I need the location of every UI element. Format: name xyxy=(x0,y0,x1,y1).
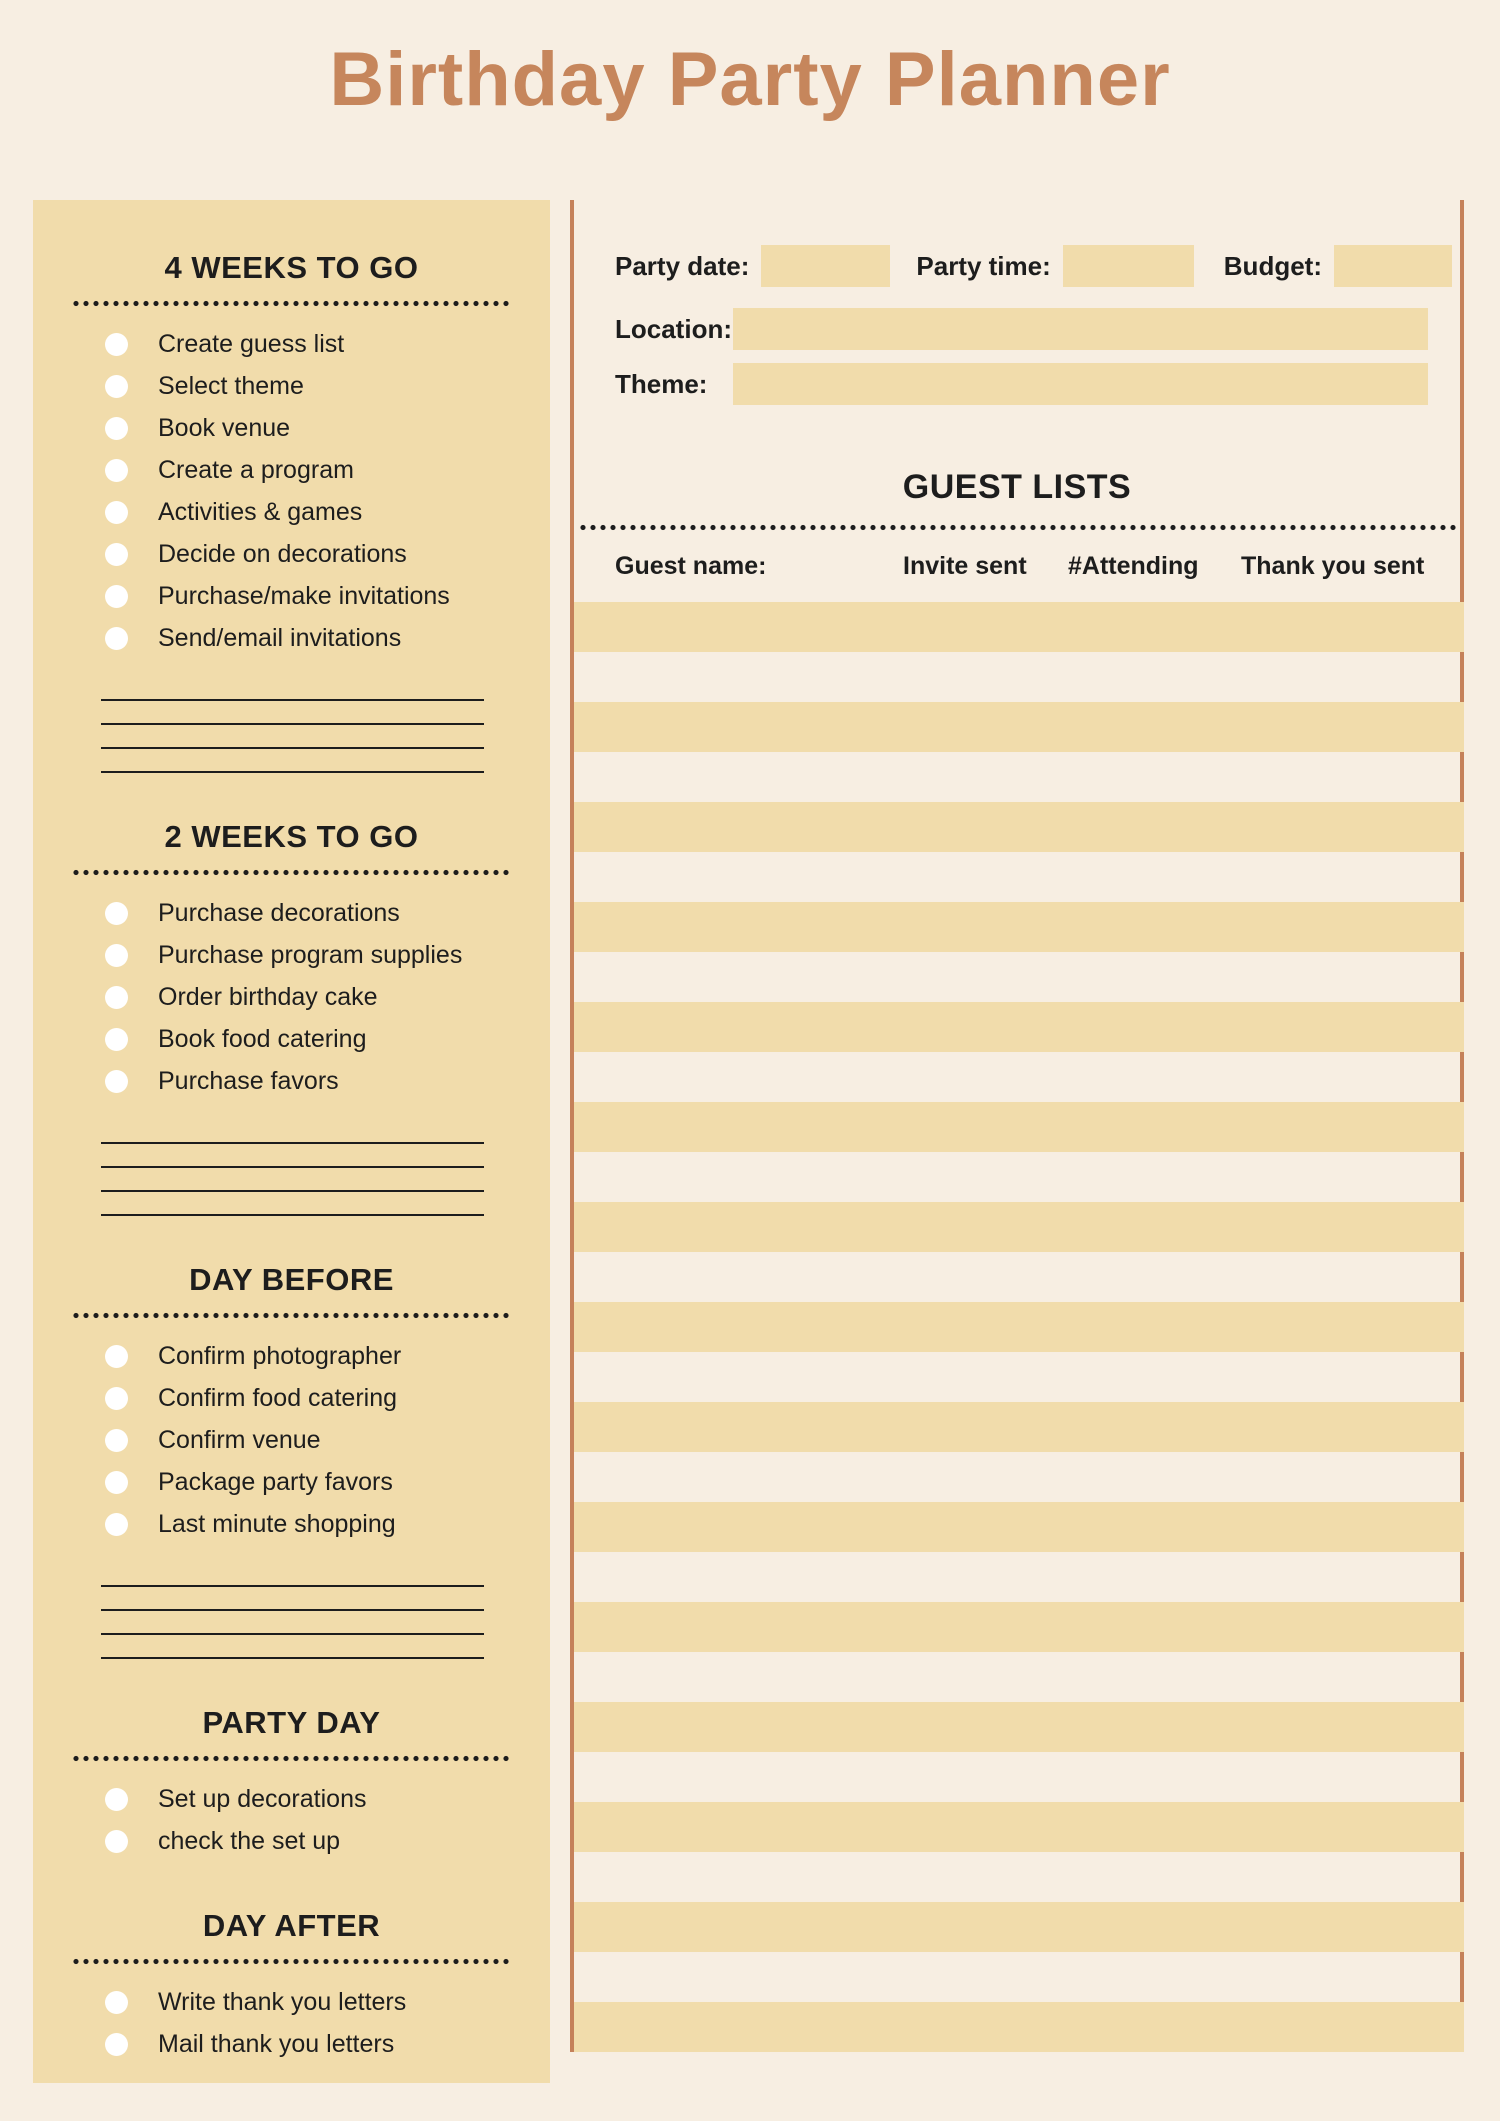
checkbox-circle[interactable] xyxy=(105,1345,128,1368)
checklist-item xyxy=(105,1778,512,1820)
checkbox-circle[interactable] xyxy=(105,986,128,1009)
checklist-item-label: Book venue xyxy=(158,413,291,442)
guest-row[interactable] xyxy=(574,1602,1464,1652)
guest-row[interactable] xyxy=(574,1002,1464,1052)
checklist-item-label: Book food catering xyxy=(158,1024,367,1053)
checklist-item xyxy=(105,934,512,976)
note-line[interactable] xyxy=(101,677,484,701)
checklist-item xyxy=(105,365,512,407)
location-row xyxy=(615,308,1428,350)
guest-row[interactable] xyxy=(574,1102,1464,1152)
section-heading: PARTY DAY xyxy=(202,1705,381,1740)
guest-lists-heading: GUEST LISTS xyxy=(902,468,1132,506)
party-time-field[interactable] xyxy=(1063,245,1194,287)
checklist xyxy=(71,1981,512,2065)
checklist xyxy=(71,892,512,1102)
checklist-sidebar xyxy=(33,200,550,2083)
location-field[interactable] xyxy=(733,308,1428,350)
checkbox-circle[interactable] xyxy=(105,417,128,440)
checklist-item xyxy=(105,2023,512,2065)
dotted-divider xyxy=(71,1755,512,1762)
checkbox-circle[interactable] xyxy=(105,1471,128,1494)
party-date-label: Party date: xyxy=(615,250,750,281)
checklist-item-label: Activities & games xyxy=(158,497,363,526)
checklist-item-label: Decide on decorations xyxy=(158,539,407,568)
checklist xyxy=(71,323,512,659)
checkbox-circle[interactable] xyxy=(105,1991,128,2014)
checklist-item xyxy=(105,892,512,934)
page-title: Birthday Party Planner xyxy=(329,37,1171,122)
budget-label: Budget: xyxy=(1223,250,1322,281)
checklist-item xyxy=(105,976,512,1018)
note-line[interactable] xyxy=(101,1587,484,1611)
checklist-item xyxy=(105,1018,512,1060)
checklist-item-label: Purchase favors xyxy=(158,1066,339,1095)
checklist xyxy=(71,1335,512,1545)
note-lines xyxy=(101,677,484,773)
note-line[interactable] xyxy=(101,1563,484,1587)
checklist-section xyxy=(71,250,512,773)
section-heading: 2 WEEKS TO GO xyxy=(164,819,419,854)
sidebar-sections xyxy=(71,250,512,2065)
checklist-item xyxy=(105,1335,512,1377)
checkbox-circle[interactable] xyxy=(105,1788,128,1811)
checklist-item-label: Purchase program supplies xyxy=(158,940,463,969)
guest-row[interactable] xyxy=(574,1302,1464,1352)
theme-label: Theme: xyxy=(615,368,708,399)
checklist-item-label: Write thank you letters xyxy=(158,1987,407,2016)
note-line[interactable] xyxy=(101,1120,484,1144)
checkbox-circle[interactable] xyxy=(105,501,128,524)
checklist-item-label: Purchase/make invitations xyxy=(158,581,450,610)
checkbox-circle[interactable] xyxy=(105,333,128,356)
checklist-item xyxy=(105,407,512,449)
note-line[interactable] xyxy=(101,1635,484,1659)
checkbox-circle[interactable] xyxy=(105,585,128,608)
checklist-item-label: Confirm venue xyxy=(158,1425,321,1454)
checkbox-circle[interactable] xyxy=(105,1429,128,1452)
checklist-item-label: Package party favors xyxy=(158,1467,393,1496)
checklist-item-label: check the set up xyxy=(158,1826,341,1855)
checklist-item-label: Last minute shopping xyxy=(158,1509,396,1538)
checklist-item xyxy=(105,449,512,491)
checklist-item-label: Purchase decorations xyxy=(158,898,400,927)
guest-table-rows xyxy=(574,602,1464,2052)
checklist-item-label: Order birthday cake xyxy=(158,982,378,1011)
checkbox-circle[interactable] xyxy=(105,459,128,482)
theme-field[interactable] xyxy=(733,363,1428,405)
checklist-item-label: Send/email invitations xyxy=(158,623,402,652)
party-details-row xyxy=(615,245,1452,287)
checkbox-circle[interactable] xyxy=(105,902,128,925)
attending-column-header: #Attending xyxy=(1068,552,1199,580)
checklist xyxy=(71,1778,512,1862)
checkbox-circle[interactable] xyxy=(105,1070,128,1093)
guest-row[interactable] xyxy=(574,702,1464,752)
checklist-item xyxy=(105,1419,512,1461)
section-heading: 4 WEEKS TO GO xyxy=(164,250,419,285)
note-line[interactable] xyxy=(101,701,484,725)
note-line[interactable] xyxy=(101,1611,484,1635)
invite-sent-column-header: Invite sent xyxy=(903,552,1027,580)
checkbox-circle[interactable] xyxy=(105,1830,128,1853)
guest-table-header xyxy=(0,552,1500,586)
checklist-section xyxy=(71,819,512,1216)
checklist-section xyxy=(71,1908,512,2065)
checklist-item xyxy=(105,491,512,533)
dotted-divider xyxy=(71,1958,512,1965)
thank-you-sent-column-header: Thank you sent xyxy=(1241,552,1425,580)
note-line[interactable] xyxy=(101,725,484,749)
checklist-item xyxy=(105,617,512,659)
note-line[interactable] xyxy=(101,749,484,773)
guest-row[interactable] xyxy=(574,1902,1464,1952)
note-lines xyxy=(101,1120,484,1216)
checklist-section xyxy=(71,1705,512,1862)
guest-row[interactable] xyxy=(574,602,1464,652)
note-line[interactable] xyxy=(101,1144,484,1168)
guest-row[interactable] xyxy=(574,1402,1464,1452)
checklist-item-label: Mail thank you letters xyxy=(158,2029,395,2058)
note-line[interactable] xyxy=(101,1192,484,1216)
checkbox-circle[interactable] xyxy=(105,944,128,967)
guest-row[interactable] xyxy=(574,802,1464,852)
note-lines xyxy=(101,1563,484,1659)
checklist-item xyxy=(105,1820,512,1862)
checklist-item xyxy=(105,323,512,365)
dotted-divider xyxy=(71,300,512,307)
guest-row[interactable] xyxy=(574,2002,1464,2052)
checklist-item xyxy=(105,1461,512,1503)
guest-row[interactable] xyxy=(574,1702,1464,1752)
guest-row[interactable] xyxy=(574,1202,1464,1252)
party-time-label: Party time: xyxy=(916,250,1051,281)
checklist-item-label: Create a program xyxy=(158,455,354,484)
dotted-divider xyxy=(71,1312,512,1319)
checkbox-circle[interactable] xyxy=(105,375,128,398)
checklist-item-label: Confirm food catering xyxy=(158,1383,398,1412)
checkbox-circle[interactable] xyxy=(105,1513,128,1536)
guest-row[interactable] xyxy=(574,1502,1464,1552)
checklist-item xyxy=(105,1981,512,2023)
guest-row[interactable] xyxy=(574,902,1464,952)
checklist-item-label: Set up decorations xyxy=(158,1784,367,1813)
guest-lists-dotted-divider xyxy=(578,524,1456,531)
checkbox-circle[interactable] xyxy=(105,627,128,650)
checklist-item-label: Select theme xyxy=(158,371,304,400)
checklist-item-label: Create guess list xyxy=(158,329,345,358)
checklist-item-label: Confirm photographer xyxy=(158,1341,402,1370)
checklist-section xyxy=(71,1262,512,1659)
budget-field[interactable] xyxy=(1334,245,1452,287)
checkbox-circle[interactable] xyxy=(105,1028,128,1051)
checklist-item xyxy=(105,1503,512,1545)
location-label: Location: xyxy=(615,313,732,344)
guest-name-column-header: Guest name: xyxy=(615,552,767,580)
theme-row xyxy=(615,363,1428,405)
dotted-divider xyxy=(71,869,512,876)
checkbox-circle[interactable] xyxy=(105,1387,128,1410)
section-heading: DAY BEFORE xyxy=(189,1262,394,1297)
checkbox-circle[interactable] xyxy=(105,2033,128,2056)
checklist-item xyxy=(105,1377,512,1419)
guest-row[interactable] xyxy=(574,1802,1464,1852)
note-line[interactable] xyxy=(101,1168,484,1192)
party-date-field[interactable] xyxy=(761,245,890,287)
checklist-item xyxy=(105,1060,512,1102)
section-heading: DAY AFTER xyxy=(202,1908,381,1943)
